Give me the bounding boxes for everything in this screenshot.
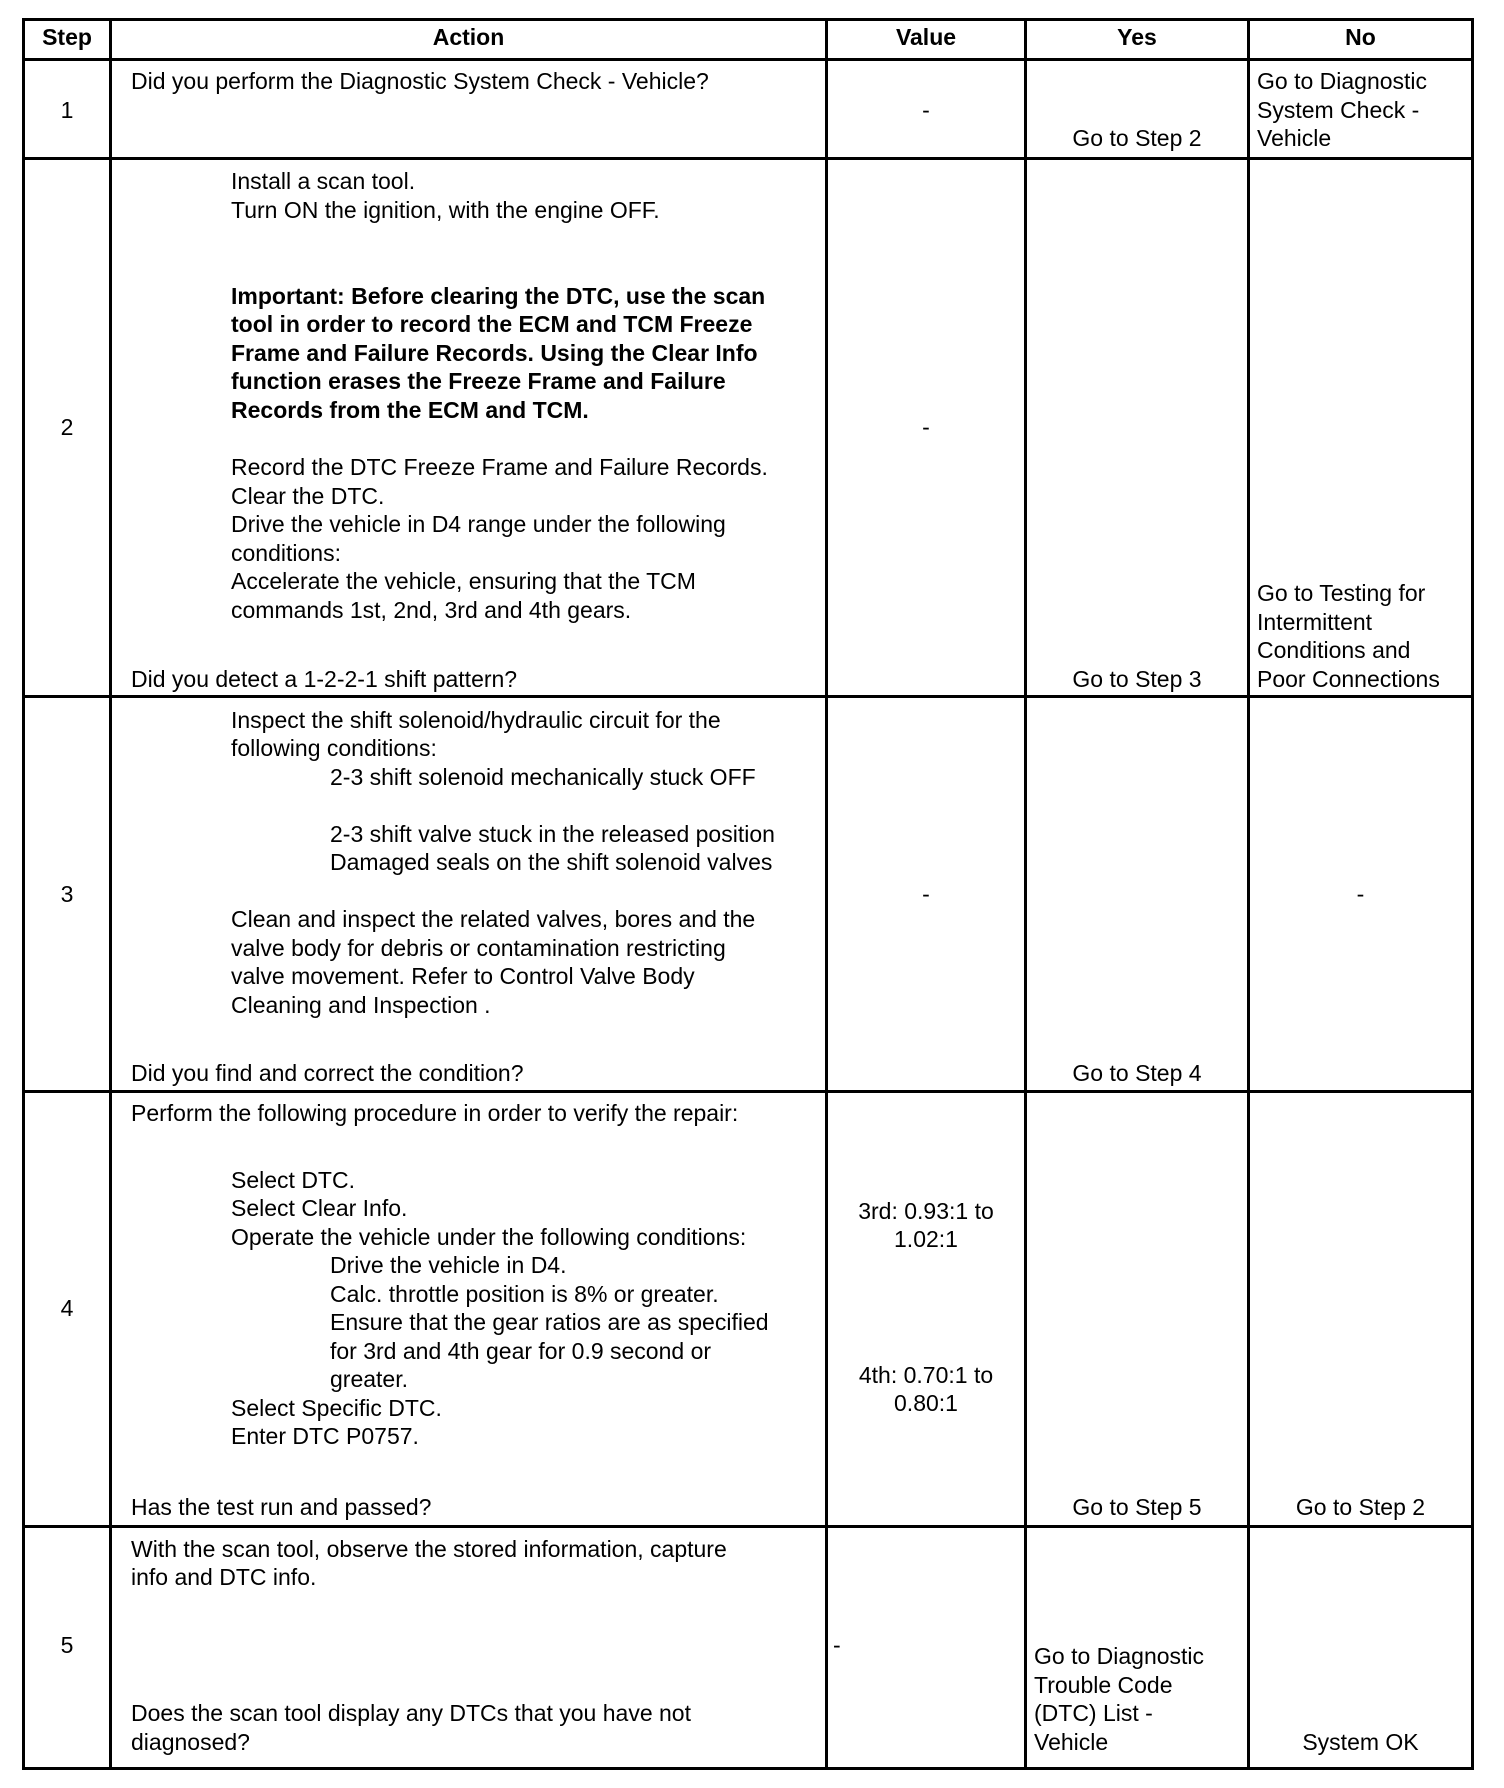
important-note: function erases the Freeze Frame and Failure: [231, 368, 726, 394]
action-line: Drive the vehicle in D4 range under the following: [231, 511, 726, 537]
step-number: 5: [60, 1632, 74, 1658]
header-value: Value: [895, 24, 957, 50]
value-cell: 4th: 0.70:1 to: [858, 1362, 994, 1388]
row-divider: [25, 58, 1471, 61]
step-number: 3: [60, 881, 74, 907]
action-question: Does the scan tool display any DTCs that you have not: [131, 1700, 691, 1726]
header-yes: Yes: [1117, 24, 1157, 50]
action-line: With the scan tool, observe the stored information, capture: [131, 1536, 727, 1562]
action-line: info and DTC info.: [131, 1564, 317, 1590]
action-line: Turn ON the ignition, with the engine OFF.: [231, 197, 660, 223]
no-cell: System OK: [1302, 1729, 1419, 1755]
row-divider: [25, 1525, 1471, 1528]
row-divider: [25, 157, 1471, 160]
action-line: Select DTC.: [231, 1167, 355, 1193]
value-cell: 1.02:1: [894, 1226, 958, 1252]
important-note: Records from the ECM and TCM.: [231, 397, 589, 423]
step-number: 4: [60, 1295, 74, 1321]
action-line: following conditions:: [231, 735, 437, 761]
no-cell: Go to Step 2: [1295, 1494, 1426, 1520]
action-question: Has the test run and passed?: [131, 1494, 432, 1520]
row-divider: [25, 1090, 1471, 1093]
action-line: Enter DTC P0757.: [231, 1423, 419, 1449]
row-divider: [25, 695, 1471, 698]
step-number: 2: [60, 414, 74, 440]
important-note: tool in order to record the ECM and TCM Freeze: [231, 311, 753, 337]
action-line: valve movement. Refer to Control Valve Body: [231, 963, 695, 989]
action-question: diagnosed?: [131, 1729, 250, 1755]
value-cell: -: [922, 97, 930, 123]
action-line: Select Specific DTC.: [231, 1395, 442, 1421]
yes-cell: Vehicle: [1034, 1729, 1109, 1755]
yes-cell: Go to Step 5: [1072, 1494, 1202, 1520]
action-question: Did you find and correct the condition?: [131, 1060, 524, 1086]
condition-item: greater.: [330, 1366, 408, 1392]
condition-item: 2-3 shift valve stuck in the released position: [330, 821, 775, 847]
action-line: valve body for debris or contamination restricting: [231, 935, 726, 961]
no-cell: System Check -: [1257, 97, 1420, 123]
no-cell: Conditions and: [1257, 637, 1411, 663]
no-cell: -: [1356, 881, 1365, 907]
condition-item: Calc. throttle position is 8% or greater.: [330, 1281, 719, 1307]
yes-cell: Go to Step 4: [1072, 1060, 1202, 1086]
action-line: Operate the vehicle under the following conditions:: [231, 1224, 747, 1250]
important-note: Frame and Failure Records. Using the Clear Info: [231, 340, 758, 366]
action-line: Select Clear Info.: [231, 1195, 408, 1221]
action-line: Cleaning and Inspection .: [231, 992, 491, 1018]
no-cell: Poor Connections: [1257, 666, 1440, 692]
condition-item: Drive the vehicle in D4.: [330, 1252, 567, 1278]
step-number: 1: [60, 97, 74, 123]
yes-cell: (DTC) List -: [1034, 1700, 1153, 1726]
header-action: Action: [432, 24, 505, 50]
diagnostic-table: [22, 18, 1474, 1770]
action-line: Accelerate the vehicle, ensuring that the TCM: [231, 568, 696, 594]
action-line: conditions:: [231, 540, 341, 566]
action-line: Record the DTC Freeze Frame and Failure Records.: [231, 454, 768, 480]
yes-cell: Go to Diagnostic: [1034, 1643, 1205, 1669]
yes-cell: Go to Step 2: [1072, 125, 1202, 151]
no-cell: Go to Diagnostic: [1257, 68, 1428, 94]
column-divider: [109, 21, 112, 1767]
action-line: Clear the DTC.: [231, 483, 385, 509]
yes-cell: Go to Step 3: [1072, 666, 1202, 692]
no-cell: Go to Testing for: [1257, 580, 1426, 606]
action-line: Clean and inspect the related valves, bores and the: [231, 906, 756, 932]
condition-item: Ensure that the gear ratios are as specified: [330, 1309, 769, 1335]
value-cell: -: [833, 1632, 841, 1658]
condition-item: Damaged seals on the shift solenoid valves: [330, 849, 773, 875]
value-cell: -: [922, 881, 930, 907]
action-line: Inspect the shift solenoid/hydraulic circuit for the: [231, 707, 721, 733]
action-line: commands 1st, 2nd, 3rd and 4th gears.: [231, 597, 632, 623]
value-cell: 0.80:1: [894, 1390, 958, 1416]
action-line: Perform the following procedure in order to verify the repair:: [131, 1100, 739, 1126]
no-cell: Vehicle: [1257, 125, 1332, 151]
condition-item: for 3rd and 4th gear for 0.9 second or: [330, 1338, 712, 1364]
action-question: Did you detect a 1-2-2-1 shift pattern?: [131, 666, 518, 692]
value-cell: -: [922, 414, 930, 440]
no-cell: Intermittent: [1257, 609, 1373, 635]
condition-item: 2-3 shift solenoid mechanically stuck OFF: [330, 764, 756, 790]
yes-cell: Trouble Code: [1034, 1672, 1173, 1698]
value-cell: 3rd: 0.93:1 to: [858, 1198, 994, 1224]
action-line: Install a scan tool.: [231, 168, 416, 194]
action-question: Did you perform the Diagnostic System Check - Vehicle?: [131, 68, 709, 94]
header-step: Step: [42, 24, 92, 50]
header-no: No: [1345, 24, 1376, 50]
important-note: Important: Before clearing the DTC, use the scan: [231, 283, 766, 309]
